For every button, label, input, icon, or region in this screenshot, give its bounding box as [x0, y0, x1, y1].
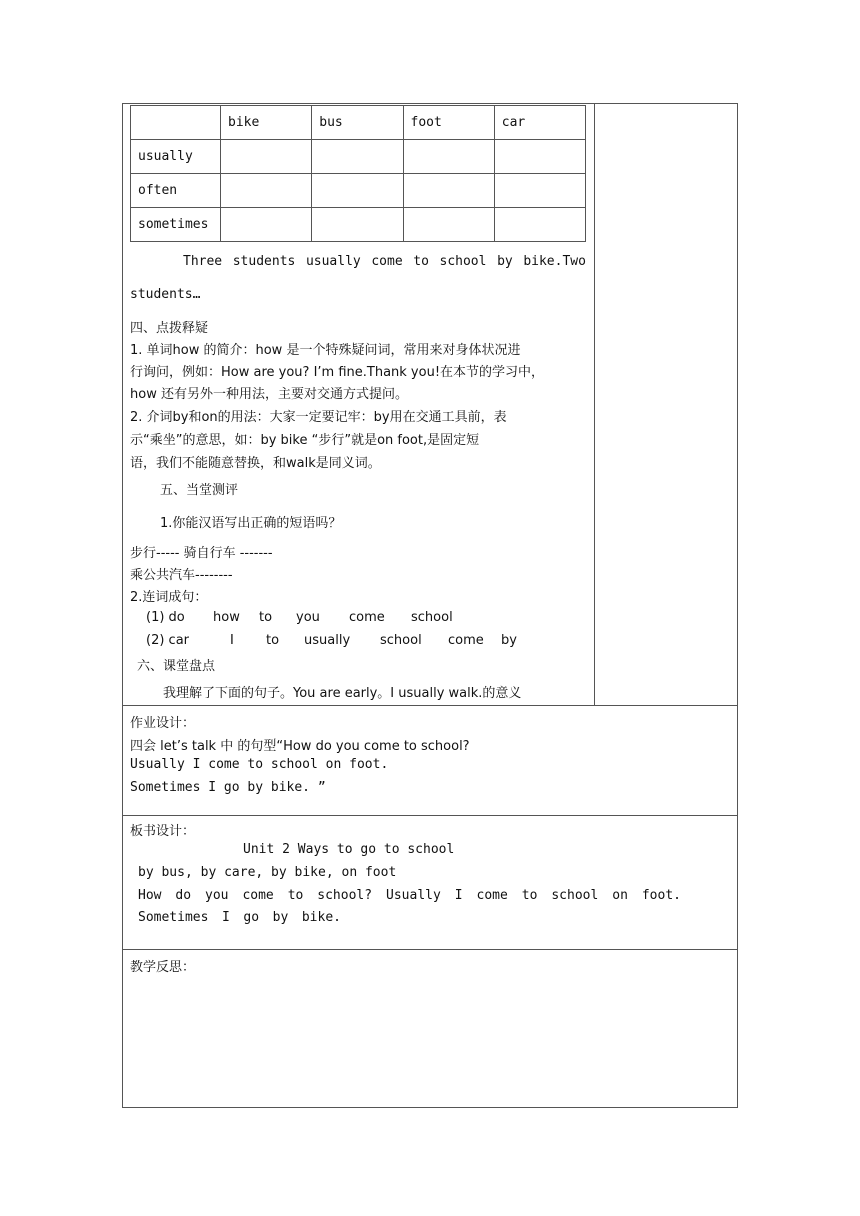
- table-cell: [403, 174, 494, 208]
- section-4-text: 1. 单词how 的简介：how 是一个特殊疑问词，常用来对身体状况进: [130, 343, 521, 358]
- table-header-cell: bus: [312, 106, 403, 140]
- table-header-cell: car: [494, 106, 585, 140]
- sentence-word: by: [497, 254, 513, 269]
- reflection-title: 教学反思：: [130, 960, 196, 975]
- board-text: How do you come to school? Usually I come to school on foot.: [138, 888, 681, 903]
- table-cell: [221, 208, 312, 242]
- section-5-title: 五、当堂测评: [160, 483, 239, 498]
- section-4-text: 示“乘坐”的意思，如：by bike “步行”就是on foot,是固定短: [130, 433, 480, 448]
- example-sentence: [183, 254, 586, 269]
- column-divider: [594, 103, 595, 705]
- homework-title: 作业设计：: [130, 716, 196, 731]
- section-6-text: 我理解了下面的句子。You are early。I usually walk.的意义: [163, 686, 522, 701]
- table-cell: [494, 208, 585, 242]
- homework-text: Usually I come to school on foot.: [130, 757, 389, 772]
- board-text: by bus, by care, by bike, on foot: [138, 865, 397, 880]
- section-divider-homework: [122, 705, 738, 706]
- table-cell: [312, 174, 403, 208]
- sentence-word: come: [371, 254, 403, 269]
- table-row: [131, 174, 586, 208]
- board-title: 板书设计：: [130, 824, 196, 839]
- table-header-row: [131, 106, 586, 140]
- section-4-text: 行询问，例如：How are you? I’m fine.Thank you!在本节的学习中，: [130, 365, 545, 380]
- table-row-label: usually: [131, 140, 221, 174]
- section-divider-board: [122, 815, 738, 816]
- sentence-word: bike.Two: [523, 254, 586, 269]
- table-header-cell: foot: [403, 106, 494, 140]
- table-cell: [494, 174, 585, 208]
- sentence-word: to: [413, 254, 429, 269]
- table-cell: [403, 208, 494, 242]
- homework-text: Sometimes I go by bike. ”: [130, 780, 326, 795]
- table-header-cell: [131, 106, 221, 140]
- section-divider-reflection: [122, 949, 738, 950]
- table-cell: [312, 140, 403, 174]
- homework-text: 四会 let’s talk 中 的句型“How do you come to school?: [130, 739, 470, 754]
- section-6-title: 六、课堂盘点: [137, 659, 216, 674]
- table-row-label: sometimes: [131, 208, 221, 242]
- table-row: [131, 140, 586, 174]
- section-4-text: 语，我们不能随意替换，和walk是同义词。: [130, 456, 381, 471]
- table-cell: [494, 140, 585, 174]
- sentence-word: school: [439, 254, 487, 269]
- board-text: Sometimes I go by bike.: [138, 910, 341, 925]
- board-unit-title: Unit 2 Ways to go to school: [243, 842, 455, 857]
- table-cell: [403, 140, 494, 174]
- table-cell: [221, 140, 312, 174]
- table-header-cell: bike: [221, 106, 312, 140]
- section-4-title: 四、点拨释疑: [130, 321, 209, 336]
- table-cell: [312, 208, 403, 242]
- quiz-question-2: 2.连词成句：: [130, 590, 208, 605]
- quiz-question-1: 1.你能汉语写出正确的短语吗？: [160, 516, 342, 531]
- example-sentence-continued: students…: [130, 287, 201, 302]
- section-4-text: how 还有另外一种用法，主要对交通方式提问。: [130, 387, 408, 402]
- table-row-label: often: [131, 174, 221, 208]
- transport-survey-table: [130, 105, 586, 242]
- section-4-text: 2. 介词by和on的用法：大家一定要记牢：by用在交通工具前，表: [130, 410, 507, 425]
- table-row: [131, 208, 586, 242]
- sentence-word: Three: [183, 254, 223, 269]
- quiz-answer-line: 步行----- 骑自行车 -------: [130, 546, 273, 561]
- table-cell: [221, 174, 312, 208]
- quiz-answer-line: 乘公共汽车--------: [130, 568, 233, 583]
- sentence-word: usually: [305, 254, 361, 269]
- sentence-word: students: [232, 254, 296, 269]
